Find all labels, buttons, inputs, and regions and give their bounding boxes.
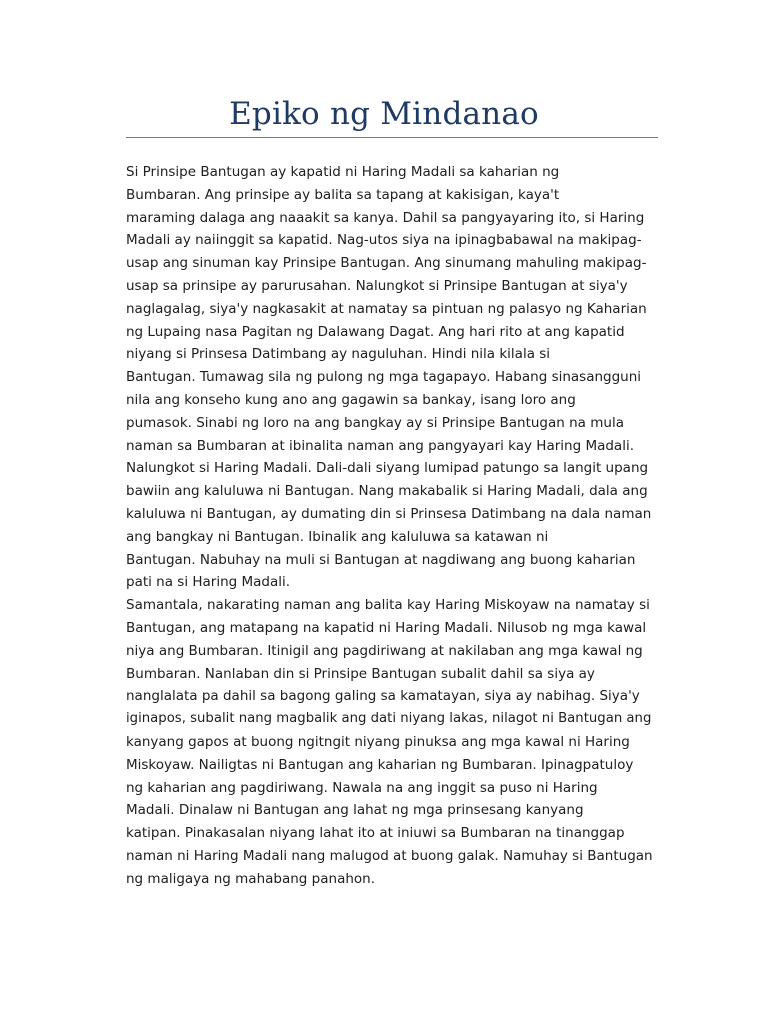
text-line: Madali ay naiinggit sa kapatid. Nag-utos siya na ipinagbabawal na makipag- — [126, 232, 642, 249]
text-line: Bantugan, ang matapang na kapatid ni Haring Madali. Nilusob ng mga kawal — [126, 619, 647, 636]
text-line: Madali. Dinalaw ni Bantugan ang lahat ng mga prinsesang kanyang — [126, 802, 584, 819]
text-line: usap sa prinsipe ay parurusahan. Nalungkot si Prinsipe Bantugan at siya'y — [126, 277, 628, 294]
text-line: Samantala, nakarating naman ang balita kay Haring Miskoyaw na namatay si — [126, 597, 650, 614]
text-line: ng kaharian ang pagdiriwang. Nawala na ang inggit sa puso ni Haring — [126, 779, 598, 796]
text-line: pumasok. Sinabi ng loro na ang bangkay ay si Prinsipe Bantugan na mula — [126, 414, 624, 431]
text-line: naman ni Haring Madali nang malugod at buong galak. Namuhay si Bantugan — [126, 847, 653, 864]
text-line: Bantugan. Nabuhay na muli si Bantugan at nagdiwang ang buong kaharian — [126, 551, 636, 568]
text-line: iginapos, subalit nang magbalik ang dati niyang lakas, nilagot ni Bantugan ang — [126, 711, 652, 727]
text-line: bawiin ang kaluluwa ni Bantugan. Nang makabalik si Haring Madali, dala ang — [126, 483, 648, 500]
text-line: katipan. Pinakasalan niyang lahat ito at iniuwi sa Bumbaran na tinanggap — [126, 825, 625, 842]
text-line: maraming dalaga ang naaakit sa kanya. Dahil sa pangyayaring ito, si Haring — [126, 209, 645, 226]
text-line: Bumbaran. Ang prinsipe ay balita sa tapang at kakisigan, kaya't — [126, 186, 560, 203]
text-line: Bumbaran. Nanlaban din si Prinsipe Bantugan subalit dahil sa siya ay — [126, 665, 595, 682]
text-line: naglagalag, siya'y nagkasakit at namatay sa pintuan ng palasyo ng Kaharian — [126, 300, 647, 317]
document-body — [126, 161, 658, 891]
text-line: nila ang konseho kung ano ang gagawin sa bankay, isang loro ang — [126, 391, 576, 408]
text-line: ng Lupaing nasa Pagitan ng Dalawang Dagat. Ang hari rito at ang kapatid — [126, 323, 625, 340]
text-line: nanglalata pa dahil sa bagong galing sa kamatayan, siya ay nabihag. Siya'y — [126, 688, 640, 705]
text-line: Si Prinsipe Bantugan ay kapatid ni Haring Madali sa kaharian ng — [126, 164, 560, 180]
title-underline — [126, 137, 658, 138]
text-line: Nalungkot si Haring Madali. Dali-dali siyang lumipad patungo sa langit upang — [126, 460, 649, 477]
page-title: Epiko ng Mindanao — [229, 96, 539, 132]
text-line: Bantugan. Tumawag sila ng pulong ng mga tagapayo. Habang sinasangguni — [126, 369, 642, 386]
text-line: kanyang gapos at buong ngitngit niyang pinuksa ang mga kawal ni Haring — [126, 733, 630, 750]
text-line: naman sa Bumbaran at ibinalita naman ang pangyayari kay Haring Madali. — [126, 437, 634, 454]
text-line: niyang si Prinsesa Datimbang ay naguluhan. Hindi nila kilala si — [126, 346, 551, 363]
text-line: ng maligaya ng mahabang panahon. — [126, 870, 375, 887]
text-line: usap ang sinuman kay Prinsipe Bantugan. Ang sinumang mahuling makipag- — [126, 255, 647, 272]
text-line: Miskoyaw. Nailigtas ni Bantugan ang kaharian ng Bumbaran. Ipinagpatuloy — [126, 756, 634, 773]
text-line: niya ang Bumbaran. Itinigil ang pagdiriwang at nakilaban ang mga kawal ng — [126, 642, 643, 659]
text-line: pati na si Haring Madali. — [126, 574, 291, 591]
text-line: kaluluwa ni Bantugan, ay dumating din si Prinsesa Datimbang na dala naman — [126, 505, 652, 522]
text-line: ang bangkay ni Bantugan. Ibinalik ang kaluluwa sa katawan ni — [126, 528, 549, 545]
